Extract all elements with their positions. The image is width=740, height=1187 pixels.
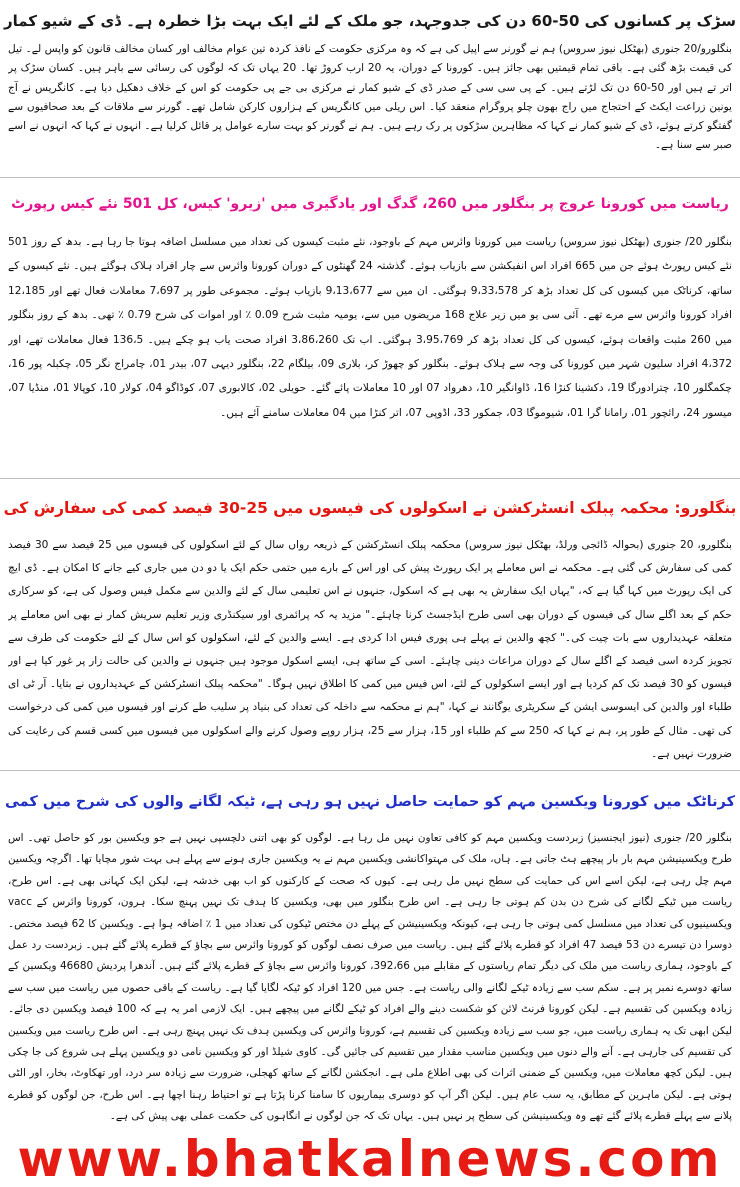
- article-2-headline: ریاست میں کورونا عروج پر بنگلور میں 260، گدگ اور یادگیری میں 'زیرو' کیس، کل 501 نئے کیس رپورٹ: [11, 196, 729, 212]
- section-divider: [0, 478, 740, 479]
- article-4-headline: کرناٹک میں کورونا ویکسین مہم کو حمایت حاصل نہیں ہو رہی ہے، ٹیکہ لگانے والوں کی شرح میں کمی: [4, 794, 735, 810]
- footer: [0, 1131, 740, 1187]
- article-2-body: [8, 230, 732, 474]
- section-divider: [0, 770, 740, 771]
- article-4-body: [8, 828, 732, 1128]
- website-url-link[interactable]: www.bhatkalnews.com: [17, 1131, 723, 1187]
- article-4-text: بنگلور 20/ جنوری (نیوز ایجنسیز) زبردست ویکسین مہم کو کافی تعاون نہیں مل رہا ہے۔ لوگوں کو بھی اتنی دلچسپی نہیں ہے جو ویکسین بور کو حاصل تھی۔ اس طرح ویکسینیشن مہم بار بار پیچھے ہٹ جاتی ہے۔ ہاں، ملک کی مہتواکانشی ویکسین مہم نے یہ ویکسین جاری ہونے سے پہلے ہی بہت شور مچایا تھا۔ اگرچہ ویکسین مہم چل رہی ہے، لیکن اسے اس کی حمایت کی سطح نہیں مل رہی ہے۔ کیوں کہ صحت کے کارکنوں کو اب بھی خدشہ ہے، لیکن ایک کہانی بھی ہے۔ اس طرح، ریاست میں ٹیکے لگانے کی شرح دن بدن کم ہوتی جا رہی ہے۔ اس طرح بنگلور میں بھی، ویکسین کا ہدف تک نہیں پہنچ سکا۔ ہرون، کورونا وائرس کے vacc ویکسینیوں کی تعداد میں مسلسل کمی ہوتی جا رہی ہے، کیونکہ ویکسینیشن کے پہلے دن مختص ٹیکوں کی تعداد میں 1 ٪ اضافہ ہوا ہے۔ ویکسین کا 62 فیصد مختص۔ دوسرا دن تیسرے دن 53 فیصد 47 افراد کو قطرے پلائے گئے ہیں۔ ریاست میں صرف نصف لوگوں کو کورونا وائرس سے بچاؤ کے قطرے پلائے گئے ہیں۔ زبردست رد عمل کے باوجود، ہماری ریاست میں ملک کی دیگر تمام ریاستوں کے مقابلے میں 392،66، کورونا وائرس سے بچاؤ کے قطرے پلائے گئے ہیں۔ آندھرا پردیش 46680 ویکسین کے ساتھ دوسرے نمبر پر ہے۔ سکم سب سے زیادہ ٹیکے لگانے والی ریاست ہے۔ جس میں 120 افراد کو ٹیکہ لگایا گیا ہے۔ ریاست کے باقی حصوں میں ریاست میں سب سے زیادہ ویکسین کی تقسیم ہے۔ لیکن کورونا فرنٹ لائن کو شکست دینے والے افراد کو ٹیکے لگانے میں پیچھے ہیں۔ ایک لازمی امر یہ ہے کہ 100 فیصد ویکسین دی جائے۔ لیکن ابھی تک یہ ہماری ریاست میں، جو سب سے زیادہ ویکسین کی تقسیم ہے، کورونا وائرس کی ویکسین ہدف تک نہیں پہنچ رہی ہے۔ اس طرح ریاست میں ویکسین کی تقسیم کی جارہی ہے۔ آنے والے دنوں میں ویکسین مناسب مقدار میں تقسیم کی جائیں گی۔ کاوی شیلڈ اور کو ویکسین نامی دو ویکسین پہلے ہی شروع کی جا چکی ہیں۔ لیکن کچھ معاملات میں، ویکسین کے ضمنی اثرات کی بھی اطلاع ملی ہے۔ انجکشن لگانے کے ساتھ کھجلی، ضرورت سے زیادہ سر درد، اور تھکاوٹ، بخار، اور الٹی ہوتی ہے۔ لیکن ماہرین کے مطابق، یہ سب عام ہیں۔ لیکن اگر آپ کو دوسری بیماریوں کا سامنا کرنا پڑتا ہے تو احتیاط رہنا اچھا ہے۔ اس طرح، جن لوگوں کو قطرے پلانے سے پہلے قطرے پلائے گئے تھے وہ ویکسینیشن کی سطح پر نہیں ہیں۔ یہاں تک کہ جن لوگوں نے انگاہوں کی حکمت عملی بھی پیش کی ہے۔: [8, 832, 732, 1123]
- article-3-body: [8, 534, 732, 766]
- article-2-text: بنگلور 20/ جنوری (بھٹکل نیوز سروس) ریاست میں کورونا وائرس مہم کے باوجود، نئے مثبت کیسوں کی تعداد میں مسلسل اضافہ ہوتا جا رہا ہے۔ بدھ کے روز 501 نئے کیس رپورٹ ہوئے جن میں 665 افراد اس انفیکشن سے بازیاب ہوئے۔ گذشتہ 24 گھنٹوں کے دوران کورونا وائرس سے چار افراد ہلاک ہوگئے ہیں۔ نئے کیسوں کے ساتھ، کرناٹک میں کیسوں کی کل تعداد بڑھ کر 9،33،578 ہوگئی۔ ان میں سے 9،13،677 بازیاب ہوئے۔ مجموعی طور پر 7،697 معاملات فعال تھے اور 12،185 افراد کورونا وائرس سے مرے تھے۔ آئی سی یو میں زیر علاج 168 مریضوں میں سے، یومیہ مثبت شرح 0.09 ٪ اور اموات کی شرح 0.79 ٪ تھی۔ بدھ کے روز بنگلور میں 260 مثبت واقعات ہوئے، کیسوں کی کل تعداد بڑھ کر 3،95،769 ہوگئی۔ اب تک 3،86،260 افراد صحت یاب ہو چکے ہیں۔ 136،5 فعال معاملات تھے، اور 4،372 افراد سلیون شہر میں کورونا کی وجہ سے ہلاک ہوئے۔ بنگلور کو چھوڑ کر، بلاری 09، بیلگام 22، بنگلور دیہی 07، بیدر 01، چامراج نگر 05، چکبلہ پور 16، چکمگلور 10، چترادورگا 19، دکشینا کنڑا 16، ڈاوانگیر 10، دھرواد 07 اور 10 معاملات پائے گئے۔ حویلی 02، کالابوری 07، کوڈاگو 04، کولار 10، کوپالا 01، منڈیا 07، میسور 24، رائچور 01، رامانا گرا 01، شیوموگا 03، جمکور 33، اڈوپی 07، اتر کنڑا میں 04 معاملات سامنے آئے ہیں۔: [8, 236, 732, 419]
- article-1-text: بنگلورو/20 جنوری (بھٹکل نیوز سروس) ہم نے گورنر سے اپیل کی ہے کہ وہ مرکزی حکومت کے نافذ کردہ تین عوام مخالف اور کسان مخالف قانون کو واپس لے۔ تیل کی قیمت بڑھ گئی ہے۔ باقی تمام قیمتیں بھی جائز ہیں۔ کورونا کے دوران، یہ 20 ارب کروڑ تھا۔ 20 یہاں تک کہ لوگوں کی رسائی سے باہر ہیں۔ کسان سڑک پر اتر تے ہیں اور 50-60 دن تک لڑتے ہیں۔ کے پی سی سی کے صدر ڈی کے شیو کمار نے مرکزی بی جے پی حکومت کو اس کے خلاف دھکیل دیا ہے۔ کانگریس نے آج یونین زراعت ایکٹ کے احتجاج میں راج بھون چلو پروگرام منعقد کیا۔ اس ریلی میں کانگریس کے ہزاروں کارکن شامل تھے۔ گورنر سے ملاقات کے بعد صحافیوں سے گفتگو کرتے ہوئے، ڈی کے شیو کمار نے کہا کہ مظاہرین سڑکوں پر رک رہے ہیں۔ ہم نے گورنر کو بہت سارے عوامل پر قائل کرلیا ہے۔ انہوں نے کہا کہ انہوں نے اسے صبر سے سنا ہے۔: [8, 43, 732, 152]
- article-3-headline: بنگلورو: محکمہ پبلک انسٹرکشن نے اسکولوں کی فیسوں میں 25-30 فیصد کمی کی سفارش کی: [3, 499, 737, 517]
- article-3-text: بنگلورو، 20 جنوری (بحوالہ ڈائجی ورلڈ، بھٹکل نیوز سروس) محکمہ پبلک انسٹرکشن کے ذریعہ رواں سال کے لئے اسکولوں کی فیسوں میں 25 فیصد سے 30 فیصد کمی کی سفارش کی گئی ہے۔ محکمہ نے اس معاملے پر ایک رپورٹ پیش کی اور اس کے بارے میں حتمی حکم ایک یا دو دن میں جاری کیے جانے کا امکان ہے۔ ڈی ایچ کی ایک رپورٹ میں کہا گیا ہے کہ، "یہاں ایک سفارش یہ بھی ہے کہ اسکول، جنہوں نے اس تعلیمی سال کے لئے والدین سے مکمل فیس وصول کی ہے، کو سرکاری حکم کے بعد اگلے سال کی فیسوں کے دوران بھی اسی طرح ایڈجسٹ کرنا چاہئے۔" مزید یہ کہ پرائمری اور سیکنڈری وزیر تعلیم سریش کمار نے بھی اس معاملے پر متعلقہ عہدیداروں سے بات چیت کی۔" کچھ والدین نے پہلے ہی پوری فیس ادا کردی ہے۔ ایسے والدین کے لئے، اسکولوں کو اس سال کے لئے حکومت کی طرف سے تجویز کردہ اسی فیصد کے اگلے سال کے دوران مراعات دینی چاہئے۔ اسی کے ساتھ ہی، ایسے اسکول موجود ہیں جنہوں نے والدین کی حالت زار پر غور کیا ہے اور فیسوں کو 30 فیصد تک کم کردیا ہے اور ایسے اسکولوں کے لئے، اس فیس میں کمی کا اطلاق نہیں ہوگا۔ "محکمہ پبلک انسٹرکشن کے عہدیداروں نے بتایا۔ آر ٹی ای طلباء اور والدین کی ایسوسی ایشن کے سکریٹری یوگانند نے کہا، "ہم نے محکمہ سے داخلہ کی تعداد کی بنیاد پر سلیب طے کرنے اور فیسوں میں کمی کی درخواست کی تھی۔ مثال کے طور پر، ہم نے کہا کہ 250 سے کم طلباء اور 15، ہزار سے 25، ہزار روپے وصول کرنے والے اسکولوں میں فیسوں میں کسی قسم کی رعایت کی ضرورت نہیں ہے۔: [8, 539, 732, 760]
- article-1-body: [8, 40, 732, 175]
- section-divider: [0, 177, 740, 178]
- article-1-headline: سڑک پر کسانوں کی 50-60 دن کی جدوجہد، جو ملک کے لئے ایک بہت بڑا خطرہ ہے۔ ڈی کے شیو کمار: [3, 12, 737, 30]
